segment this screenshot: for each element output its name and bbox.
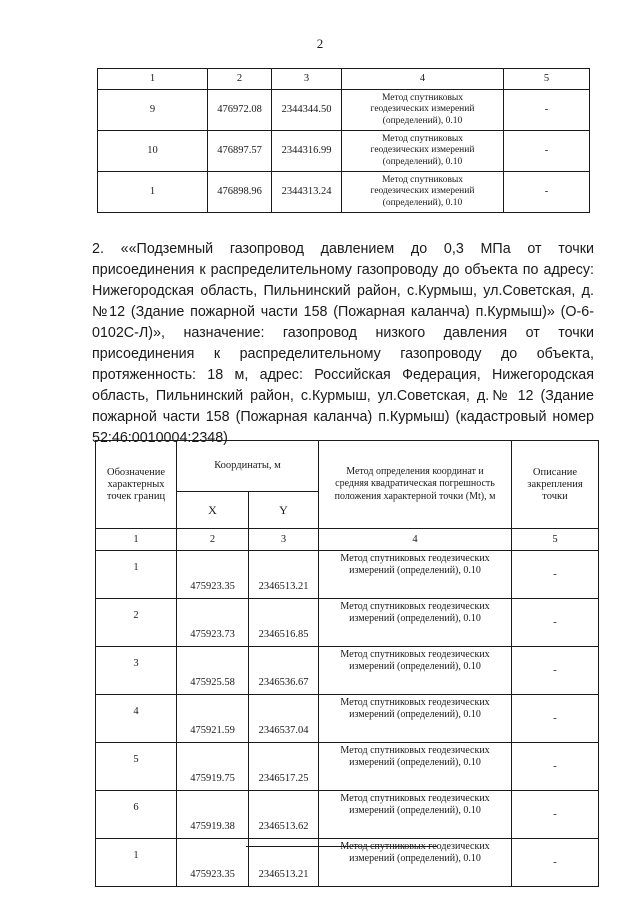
fixation-description: -: [512, 791, 599, 839]
column-number: 5: [512, 529, 599, 551]
header-cell: 4: [342, 69, 504, 90]
x-coordinate: 475923.73: [177, 599, 249, 647]
header-coordinates: Координаты, м: [177, 441, 319, 492]
coordinates-table: [95, 440, 599, 887]
table-row: [96, 647, 599, 695]
method-line: измерений (определений), 0.10: [349, 853, 481, 864]
header-line: Метод определения координат и: [346, 465, 484, 477]
method-cell: [342, 172, 504, 213]
point-number: 2: [96, 599, 177, 647]
method-line: (определений), 0.10: [382, 197, 463, 208]
fixation-description: -: [512, 551, 599, 599]
method-line: Метод спутниковых: [381, 174, 464, 185]
point-number: 1: [96, 839, 177, 887]
x-coordinate: 475919.75: [177, 743, 249, 791]
table-row: [96, 791, 599, 839]
method-line: Метод спутниковых геодезических: [340, 601, 490, 612]
x-coordinate: 475919.38: [177, 791, 249, 839]
x-coordinate: 476972.08: [208, 90, 272, 131]
y-coordinate: 2346513.21: [249, 551, 319, 599]
header-point-designation: [96, 441, 177, 529]
point-number: 6: [96, 791, 177, 839]
point-number: 1: [98, 172, 208, 213]
header-line: закрепления: [527, 478, 583, 490]
page-number: 2: [316, 36, 324, 51]
table-row: [96, 743, 599, 791]
table-row: [96, 599, 599, 647]
column-number: 3: [249, 529, 319, 551]
table-row: [98, 172, 590, 213]
method-cell: [342, 131, 504, 172]
y-coordinate: 2346513.62: [249, 791, 319, 839]
method-cell: [319, 743, 512, 791]
header-x: X: [177, 492, 249, 529]
y-coordinate: 2344316.99: [272, 131, 342, 172]
object-description-paragraph: 2. ««Подземный газопровод давлением до 0,3 МПа от точки присоединения к распределительному газопроводу до объекта по адресу: Нижегородская область, Пильнинский район, с.Курмыш, ул.Советская, д.№12 (Здание пожарной части 158 (Пожарная каланча) п.Курмыш)» (О-6-0102С-Л)», назначение: газопровод низкого давления от точки присоединения к распределительному газопроводу до объекта, протяженность: 18 м, адрес: Российская Федерация, Нижегородская область, Пильнинский район, с.Курмыш, ул.Советская, д.№ 12 (Здание пожарной части 158 (Пожарная каланча) п.Курмыш) (кадастровый номер 52:46:0010004:2348): [92, 241, 594, 446]
method-line: измерений (определений), 0.10: [349, 613, 481, 624]
method-line: (определений), 0.10: [382, 115, 463, 126]
x-coordinate: 476897.57: [208, 131, 272, 172]
point-number: 3: [96, 647, 177, 695]
method-line: Метод спутниковых геодезических: [340, 649, 490, 660]
method-line: Метод спутниковых геодезических: [340, 793, 490, 804]
table-header-row: [98, 69, 590, 90]
footer-divider: [246, 846, 437, 847]
y-coordinate: 2346536.67: [249, 647, 319, 695]
x-coordinate: 475921.59: [177, 695, 249, 743]
fixation-description: -: [504, 172, 590, 213]
y-coordinate: 2346513.21: [249, 839, 319, 887]
method-line: Метод спутниковых: [381, 133, 464, 144]
method-line: измерений (определений), 0.10: [349, 661, 481, 672]
y-coordinate: 2344313.24: [272, 172, 342, 213]
table-row: [98, 131, 590, 172]
table-row: [96, 695, 599, 743]
method-line: Метод спутниковых геодезических: [340, 697, 490, 708]
x-coordinate: 475925.58: [177, 647, 249, 695]
table-row: [96, 551, 599, 599]
method-line: измерений (определений), 0.10: [349, 805, 481, 816]
header-cell: 1: [98, 69, 208, 90]
fixation-description: -: [512, 599, 599, 647]
method-line: Метод спутниковых: [381, 92, 464, 103]
fixation-description: -: [512, 839, 599, 887]
method-cell: [319, 647, 512, 695]
header-line: точки: [542, 490, 568, 502]
column-number: 2: [177, 529, 249, 551]
method-cell: [342, 90, 504, 131]
header-line: точек границ: [106, 490, 166, 502]
header-line: Обозначение: [106, 466, 166, 478]
method-line: Метод спутниковых геодезических: [340, 841, 490, 852]
method-line: (определений), 0.10: [382, 156, 463, 167]
method-line: измерений (определений), 0.10: [349, 709, 481, 720]
header-line: средняя квадратическая погрешность: [335, 478, 495, 490]
y-coordinate: 2346516.85: [249, 599, 319, 647]
method-cell: [319, 599, 512, 647]
fixation-description: -: [512, 695, 599, 743]
table-header-row: [96, 441, 599, 492]
header-y: Y: [249, 492, 319, 529]
point-number: 9: [98, 90, 208, 131]
header-fixation-description: [512, 441, 599, 529]
point-number: 4: [96, 695, 177, 743]
x-coordinate: 475923.35: [177, 551, 249, 599]
header-cell: 2: [208, 69, 272, 90]
header-line: характерных: [107, 478, 165, 490]
table-row: [98, 90, 590, 131]
method-line: Метод спутниковых геодезических: [340, 745, 490, 756]
x-coordinate: 475923.35: [177, 839, 249, 887]
point-number: 5: [96, 743, 177, 791]
coordinates-table-continued: [97, 68, 590, 213]
y-coordinate: 2344344.50: [272, 90, 342, 131]
column-number: 4: [319, 529, 512, 551]
method-line: измерений (определений), 0.10: [349, 565, 481, 576]
column-numbers-row: [96, 529, 599, 551]
fixation-description: -: [504, 131, 590, 172]
y-coordinate: 2346537.04: [249, 695, 319, 743]
fixation-description: -: [512, 743, 599, 791]
header-line: положения характерной точки (Mt), м: [334, 490, 496, 502]
method-cell: [319, 551, 512, 599]
method-line: измерений (определений), 0.10: [349, 757, 481, 768]
header-line: Описание: [532, 466, 578, 478]
y-coordinate: 2346517.25: [249, 743, 319, 791]
method-line: геодезических измерений: [370, 145, 475, 156]
method-line: геодезических измерений: [370, 186, 475, 197]
method-line: геодезических измерений: [370, 104, 475, 115]
fixation-description: -: [512, 647, 599, 695]
method-cell: [319, 695, 512, 743]
column-number: 1: [96, 529, 177, 551]
method-cell: [319, 791, 512, 839]
point-number: 1: [96, 551, 177, 599]
point-number: 10: [98, 131, 208, 172]
method-line: Метод спутниковых геодезических: [340, 553, 490, 564]
header-cell: 3: [272, 69, 342, 90]
header-cell: 5: [504, 69, 590, 90]
fixation-description: -: [504, 90, 590, 131]
x-coordinate: 476898.96: [208, 172, 272, 213]
header-method: [319, 441, 512, 529]
